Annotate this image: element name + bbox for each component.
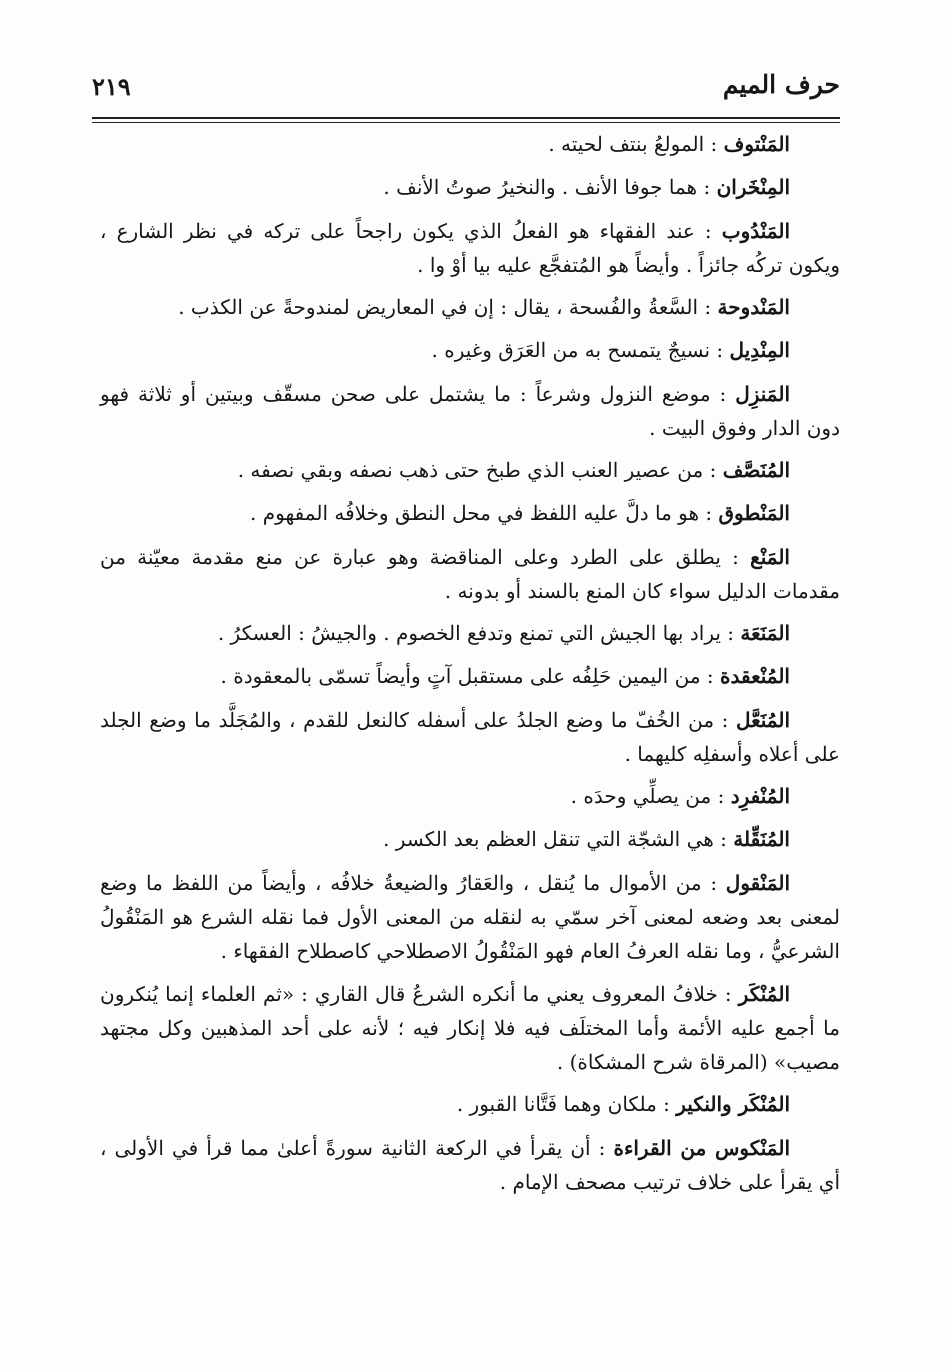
entry-term: المُنَعَّل	[735, 708, 791, 732]
entry-term: المُنْعقدة	[720, 664, 790, 688]
entry-definition: : موضع النزول وشرعاً : ما يشتمل على صحن مسقّف وبيتين أو ثلاثة فهو دون الدار وفوق البيت .	[100, 382, 840, 440]
entry-definition: : هو ما دلَّ عليه اللفظ في محل النطق وخلافُه المفهوم .	[250, 501, 713, 525]
running-title: حرف الميم	[722, 70, 840, 99]
entry-definition: : من الخُفّ ما وضع الجلدُ على أسفله كالنعل للقدم ، والمُجَلَّد ما وضع الجلد على أعلاه وأسفلِه كليهما .	[100, 708, 840, 766]
dictionary-entry	[100, 171, 840, 203]
entry-definition: : أن يقرأ في الركعة الثانية سورةً أعلىٰ مما قرأ في الأولى ، أي يقرأ على خلاف ترتيب مصحف الإمام .	[100, 1136, 840, 1194]
dictionary-entry	[100, 540, 840, 608]
dictionary-entry	[100, 291, 840, 323]
entry-term: المُنْفرِد	[730, 784, 790, 808]
entry-definition: : السَّعةُ والفُسحة ، يقال : إن في المعاريض لمندوحةً عن الكذب .	[178, 295, 712, 319]
dictionary-entry	[100, 977, 840, 1079]
entry-term: المَنْقول	[725, 871, 791, 895]
entry-definition: : يراد بها الجيش التي تمنع وتدفع الخصوم . والجيشُ : العسكرُ .	[217, 621, 735, 645]
entry-term: المَنْع	[750, 545, 790, 569]
entry-term: المَنْدوحة	[717, 295, 790, 319]
dictionary-entry	[100, 128, 840, 160]
entry-definition: : ملكان وهما فَتَّانا القبور .	[456, 1092, 670, 1116]
entry-definition: : من الأموال ما يُنقل ، والعَقارُ والضيعةُ خلافُه ، وأيضاً من اللفظ ما وضع لمعنى بعد وضعه لمعنى آخر سمّي به لنقله من المعنى الأول فما نقله الشرع هو المَنْقُولُ الشرعيُّ ، وما نقله العرفُ العام فهو المَنْقُولُ الاصطلاحي كاصطلاح الفقهاء .	[100, 871, 840, 963]
entry-definition: : من اليمين حَلِفُه على مستقبل آتٍ وأيضاً تسمّى بالمعقودة .	[220, 664, 714, 688]
entry-definition: : من عصير العنب الذي طبخ حتى ذهب نصفه وبقي نصفه .	[237, 458, 717, 482]
header-rule	[92, 117, 840, 123]
dictionary-entry	[100, 780, 840, 812]
dictionary-entry	[100, 377, 840, 445]
entry-term: المَنْتوف	[723, 132, 790, 156]
dictionary-entry	[100, 214, 840, 282]
dictionary-entry	[100, 703, 840, 771]
entry-term: المَنْدُوب	[721, 219, 791, 243]
page-number: ٢١٩	[92, 72, 131, 101]
dictionary-entry	[100, 497, 840, 529]
entry-definition: : نسيجٌ يتمسح به من العَرَق وغيره .	[431, 338, 724, 362]
entry-term: المَنْطوق	[718, 501, 790, 525]
entry-term: المَنَعَة	[740, 621, 790, 645]
dictionary-entry	[100, 1088, 840, 1120]
dictionary-entry	[100, 334, 840, 366]
entry-definition: : هما جوفا الأنف . والنخيرُ صوتُ الأنف .	[383, 175, 711, 199]
dictionary-entry	[100, 1131, 840, 1199]
dictionary-entries	[100, 128, 840, 1199]
page-header	[92, 70, 840, 110]
entry-definition: : يطلق على الطرد وعلى المناقضة وهو عبارة عن منع مقدمة معيّنة من مقدمات الدليل سواء كان المنع بالسند أو بدونه .	[100, 545, 840, 603]
entry-definition: : خلافُ المعروف يعني ما أنكره الشرعُ قال القاري : «ثم العلماء إنما يُنكرون ما أجمع عليه الأئمة وأما المختلَف فيه فلا إنكار فيه ؛ لأنه على أحد المذهبين وكل مجتهد مصيب» (المرقاة شرح المشكاة) .	[100, 982, 840, 1074]
entry-definition: : المولعُ بنتف لحيته .	[548, 132, 718, 156]
entry-term: المُنَقِّلة	[733, 827, 790, 851]
dictionary-entry	[100, 660, 840, 692]
entry-term: المِنْدِيل	[729, 338, 790, 362]
entry-term: المُنَصَّف	[722, 458, 790, 482]
dictionary-entry	[100, 866, 840, 968]
entry-definition: : عند الفقهاء هو الفعلُ الذي يكون راجحاً على تركه في نظر الشارع ، ويكون تركُه جائزاً . وأيضاً هو المُتفجَّع عليه بيا أوْ وا .	[100, 219, 840, 277]
dictionary-entry	[100, 454, 840, 486]
entry-term: المُنْكَر والنكير	[676, 1092, 790, 1116]
entry-term: المُنْكَر	[738, 982, 790, 1006]
entry-definition: : من يصلِّي وحدَه .	[570, 784, 725, 808]
entry-term: المَنْكوس من القراءة	[613, 1136, 791, 1160]
entry-term: المِنْخَران	[716, 175, 790, 199]
entry-term: المَنزِل	[735, 382, 791, 406]
dictionary-entry	[100, 823, 840, 855]
dictionary-entry	[100, 617, 840, 649]
entry-definition: : هي الشجّة التي تنقل العظم بعد الكسر .	[383, 827, 727, 851]
